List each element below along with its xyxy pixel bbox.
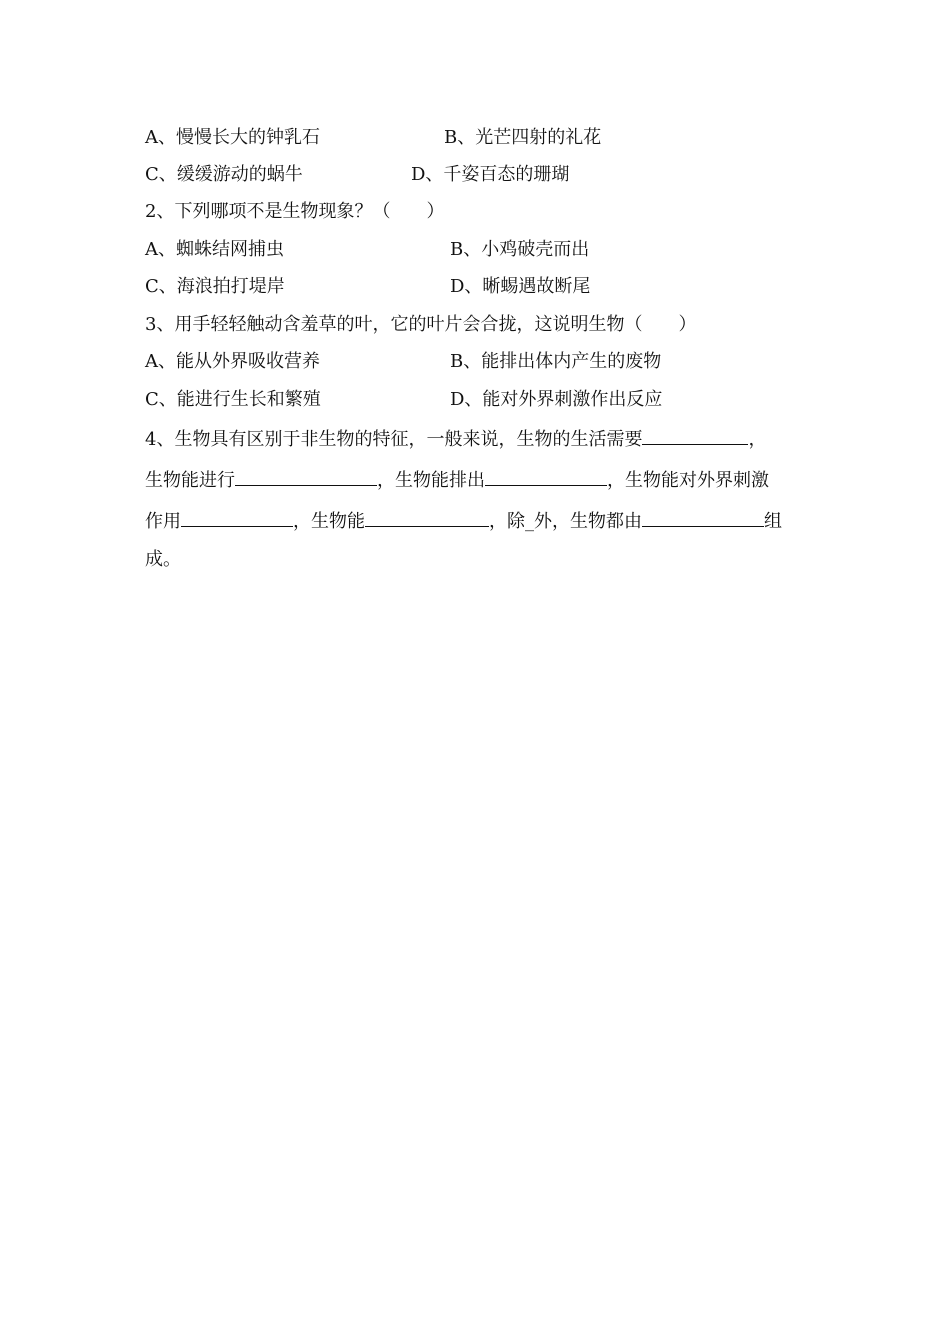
q3-option-d: D、能对外界刺激作出反应 <box>450 389 663 410</box>
q4-text-8: ，除_外，生物都由 <box>489 511 642 532</box>
q1-option-c: C、缓缓游动的蜗牛 <box>145 164 303 185</box>
q4-line-3 <box>145 508 782 534</box>
q2-option-b: B、小鸡破壳而出 <box>450 239 590 260</box>
q4-text-4: ，生物能排出 <box>377 470 485 491</box>
q1-option-b: B、光芒四射的礼花 <box>444 127 602 148</box>
q3-option-b: B、能排出体内产生的废物 <box>450 351 662 372</box>
q4-blank-6[interactable] <box>642 508 764 527</box>
q4-blank-5[interactable] <box>365 508 489 527</box>
q4-text-1: 4、生物具有区别于非生物的特征，一般来说，生物的生活需要 <box>145 429 643 450</box>
q1-option-d: D、千姿百态的珊瑚 <box>411 164 570 185</box>
q4-text-7: ，生物能 <box>293 511 365 532</box>
q4-line-2 <box>145 467 769 493</box>
q3-stem: 3、用手轻轻触动含羞草的叶，它的叶片会合拢，这说明生物（ ） <box>145 314 697 335</box>
q4-text-2: ， <box>748 429 767 450</box>
q3-option-c: C、能进行生长和繁殖 <box>145 389 321 410</box>
q2-option-c: C、海浪拍打堤岸 <box>145 276 285 297</box>
q4-blank-4[interactable] <box>181 508 293 527</box>
q4-line-1 <box>145 426 766 452</box>
q4-text-6: 作用 <box>145 511 181 532</box>
q2-stem: 2、下列哪项不是生物现象？（ ） <box>145 201 445 222</box>
q4-text-3: 生物能进行 <box>145 470 235 491</box>
q2-option-a: A、蜘蛛结网捕虫 <box>145 239 284 260</box>
q4-blank-3[interactable] <box>485 467 607 486</box>
q2-option-d: D、晰蜴遇故断尾 <box>450 276 591 297</box>
q4-blank-2[interactable] <box>235 467 377 486</box>
q3-option-a: A、能从外界吸收营养 <box>145 351 320 372</box>
q1-option-a: A、慢慢长大的钟乳石 <box>145 127 320 148</box>
q4-blank-1[interactable] <box>642 426 748 445</box>
q4-text-9: 组 <box>764 511 782 532</box>
q4-line-4: 成。 <box>145 549 181 570</box>
q4-text-5: ，生物能对外界刺激 <box>607 470 769 491</box>
